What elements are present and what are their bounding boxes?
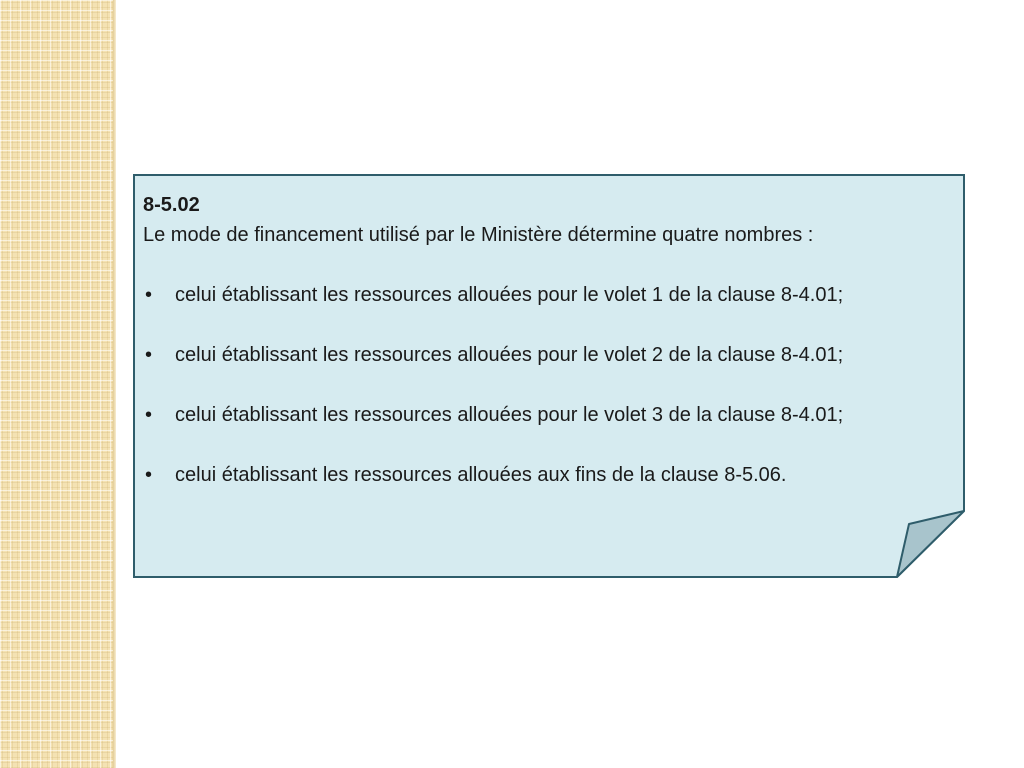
- list-item-text: celui établissant les ressources allouées pour le volet 3 de la clause 8-4.01;: [175, 404, 844, 426]
- decorative-side-pattern: [0, 0, 113, 768]
- bullet-icon: •: [145, 344, 153, 366]
- note-text: [143, 190, 953, 520]
- clause-number: 8-5.02: [143, 194, 200, 216]
- list-item: [143, 400, 953, 430]
- list-item: [143, 280, 953, 310]
- note-box: [133, 174, 965, 578]
- list-item: [143, 460, 953, 490]
- clause-intro: Le mode de financement utilisé par le Ministère détermine quatre nombres :: [143, 224, 814, 246]
- decorative-side-edge: [113, 0, 116, 768]
- bullet-icon: •: [145, 404, 153, 426]
- bullet-icon: •: [145, 464, 153, 486]
- clause-items-list: [143, 280, 953, 490]
- list-item-text: celui établissant les ressources allouées pour le volet 2 de la clause 8-4.01;: [175, 344, 844, 366]
- list-item: [143, 340, 953, 370]
- bullet-icon: •: [145, 284, 153, 306]
- list-item-text: celui établissant les ressources allouées pour le volet 1 de la clause 8-4.01;: [175, 284, 844, 306]
- list-item-text: celui établissant les ressources allouées aux fins de la clause 8-5.06.: [175, 464, 787, 486]
